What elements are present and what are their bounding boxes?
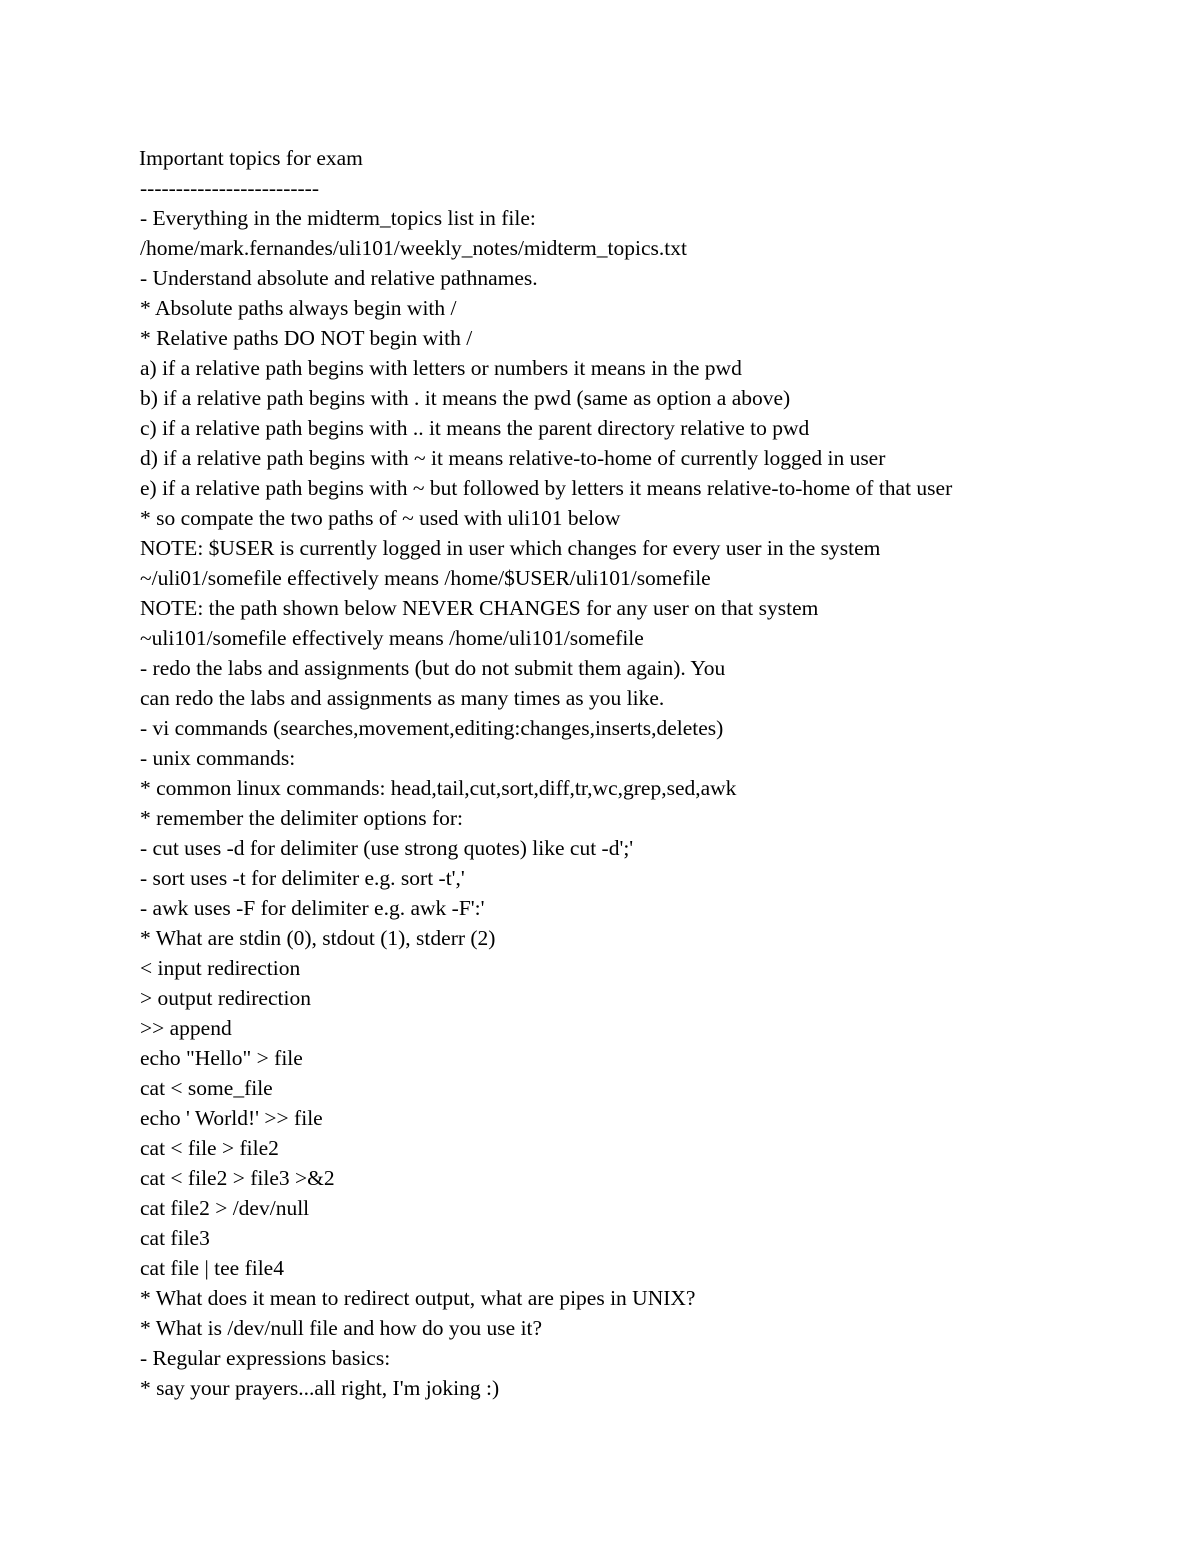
text-line: < input redirection: [140, 956, 301, 980]
text-line: NOTE: $USER is currently logged in user which changes for every user in the system: [140, 536, 881, 560]
text-line: cat < file > file2: [140, 1136, 279, 1160]
text-line: e) if a relative path begins with ~ but followed by letters it means relative-to-home of that user: [140, 476, 953, 500]
text-line: b) if a relative path begins with . it means the pwd (same as option a above): [140, 386, 791, 410]
text-line: cat < file2 > file3 >&2: [140, 1166, 335, 1190]
text-line: can redo the labs and assignments as many times as you like.: [140, 686, 665, 710]
text-line: * common linux commands: head,tail,cut,sort,diff,tr,wc,grep,sed,awk: [140, 776, 737, 800]
text-line: - sort uses -t for delimiter e.g. sort -t',': [140, 866, 465, 890]
text-line: * What are stdin (0), stdout (1), stderr (2): [140, 926, 496, 950]
text-line: * What is /dev/null file and how do you use it?: [140, 1316, 543, 1340]
text-line: a) if a relative path begins with letters or numbers it means in the pwd: [140, 356, 742, 380]
text-line: d) if a relative path begins with ~ it means relative-to-home of currently logged in user: [140, 446, 886, 470]
text-line: * remember the delimiter options for:: [140, 806, 464, 830]
text-line: cat file2 > /dev/null: [140, 1196, 310, 1220]
text-line: > output redirection: [140, 986, 311, 1010]
text-line: - vi commands (searches,movement,editing:changes,inserts,deletes): [140, 716, 724, 740]
text-line: echo ' World!' >> file: [140, 1106, 323, 1130]
text-line: * Absolute paths always begin with /: [140, 296, 457, 320]
text-line: - redo the labs and assignments (but do not submit them again). You: [140, 656, 726, 680]
text-line: * What does it mean to redirect output, what are pipes in UNIX?: [140, 1286, 696, 1310]
text-line: cat file | tee file4: [140, 1256, 284, 1280]
text-line: - Everything in the midterm_topics list in file:: [140, 206, 536, 230]
text-line: cat < some_file: [140, 1076, 273, 1100]
text-line: * Relative paths DO NOT begin with /: [140, 326, 473, 350]
text-line: - awk uses -F for delimiter e.g. awk -F':': [140, 896, 485, 920]
text-line: - unix commands:: [140, 746, 296, 770]
text-line: ~/uli01/somefile effectively means /home/$USER/uli101/somefile: [140, 566, 711, 590]
text-line: - cut uses -d for delimiter (use strong quotes) like cut -d';': [140, 836, 634, 860]
document-title: Important topics for exam: [139, 146, 363, 170]
text-line: ~uli101/somefile effectively means /home/uli101/somefile: [140, 626, 644, 650]
text-line: NOTE: the path shown below NEVER CHANGES for any user on that system: [140, 596, 819, 620]
text-line: c) if a relative path begins with .. it means the parent directory relative to pwd: [140, 416, 810, 440]
text-line: echo "Hello" > file: [140, 1046, 303, 1070]
document-body: [140, 143, 1160, 1403]
text-line: cat file3: [140, 1226, 210, 1250]
text-line: - Understand absolute and relative pathnames.: [140, 266, 538, 290]
text-line: /home/mark.fernandes/uli101/weekly_notes/midterm_topics.txt: [140, 236, 687, 260]
text-line: - Regular expressions basics:: [140, 1346, 391, 1370]
title-underline: -------------------------: [140, 176, 319, 200]
text-line: * so compate the two paths of ~ used with uli101 below: [140, 506, 621, 530]
text-line: >> append: [140, 1016, 232, 1040]
text-line: * say your prayers...all right, I'm joking :): [140, 1376, 500, 1400]
